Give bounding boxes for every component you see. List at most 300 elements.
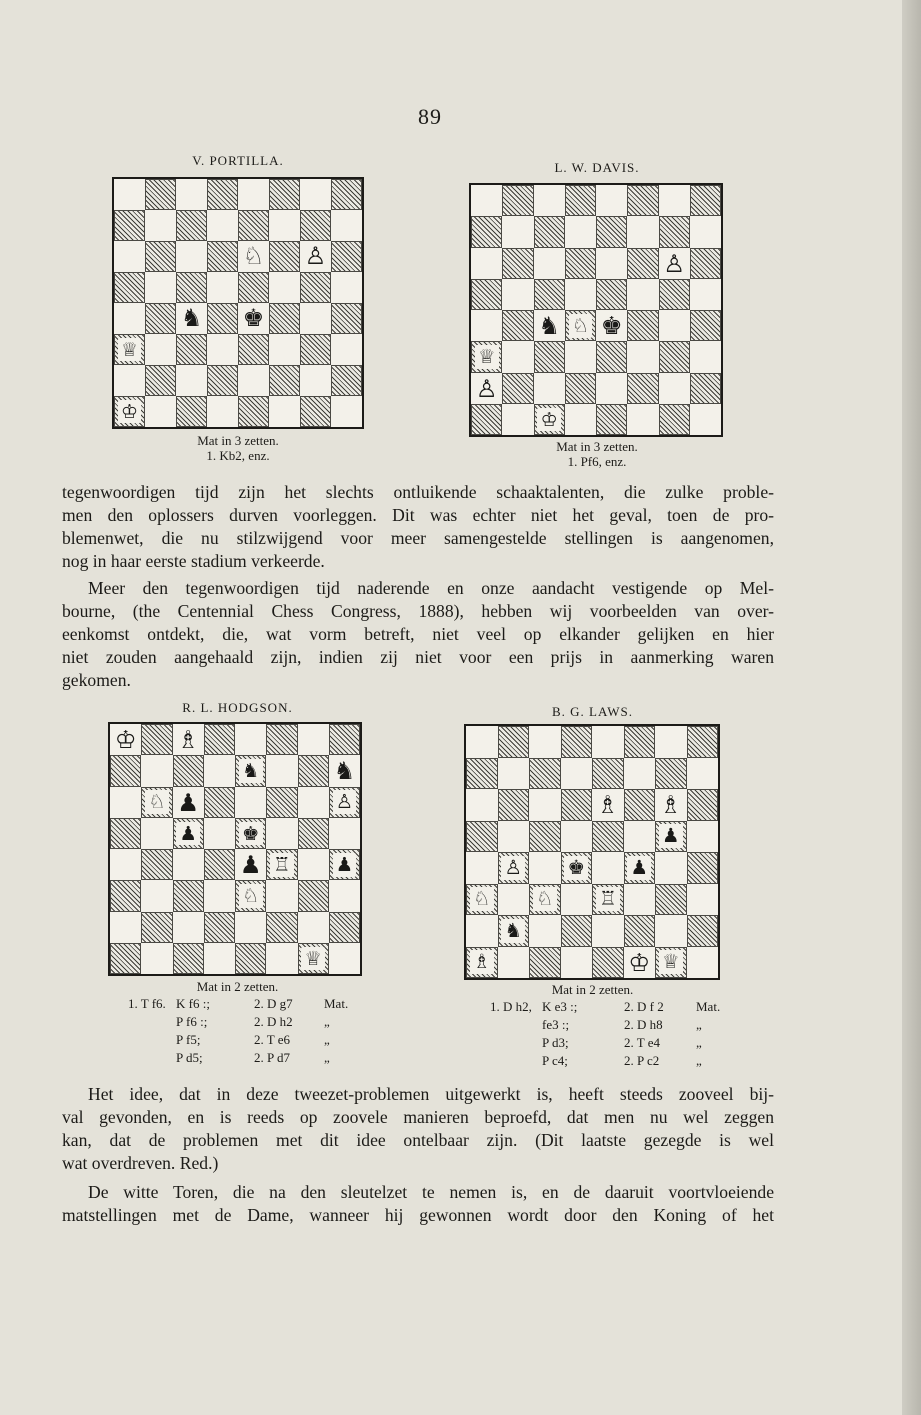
dark-square [266, 724, 297, 755]
light-square [659, 310, 690, 341]
dark-square [596, 279, 627, 310]
dark-square [534, 279, 565, 310]
solution-move: fe3 :; [542, 1017, 570, 1032]
light-square [655, 915, 687, 947]
solution-move: „ [324, 1032, 330, 1047]
dark-square [298, 880, 329, 911]
dark-square [141, 849, 172, 880]
light-square [687, 884, 719, 916]
dark-square [173, 943, 204, 974]
light-square [498, 884, 530, 916]
light-square [141, 755, 172, 786]
dark-square [592, 821, 624, 853]
light-square [502, 404, 533, 435]
light-square [592, 915, 624, 947]
black-pawn-icon: ♟ [177, 787, 200, 817]
dark-square [298, 818, 329, 849]
white-bishop-icon: ♗ [177, 725, 200, 754]
dark-square [627, 373, 658, 404]
light-square [498, 821, 530, 853]
white-pawn-icon: ♙ [304, 242, 327, 270]
chessboard [464, 724, 720, 980]
light-square [145, 210, 176, 241]
paragraph [62, 1083, 774, 1175]
dark-square [269, 365, 300, 396]
light-square [204, 755, 235, 786]
light-square [300, 179, 331, 210]
dark-square [466, 821, 498, 853]
light-square [627, 341, 658, 372]
black-king-icon: ♚ [600, 311, 623, 340]
white-bishop-icon: ♗ [659, 790, 682, 819]
solution-move: P c4; [542, 1053, 568, 1068]
diagram-caption [460, 982, 725, 997]
light-square [114, 241, 145, 272]
dark-square [207, 365, 238, 396]
solution-move: 2. P c2 [624, 1053, 660, 1068]
black-knight-icon: ♞ [333, 756, 356, 786]
light-square [176, 179, 207, 210]
dark-square [141, 724, 172, 755]
light-square [235, 912, 266, 943]
dark-square [238, 396, 269, 427]
dark-square [624, 789, 656, 821]
dark-square [300, 396, 331, 427]
white-king-icon: ♔ [537, 408, 561, 432]
light-square [502, 341, 533, 372]
dark-square [238, 334, 269, 365]
dark-square [627, 248, 658, 279]
light-square [565, 341, 596, 372]
light-square [269, 334, 300, 365]
light-square [466, 726, 498, 758]
light-square [471, 185, 502, 216]
light-square [266, 880, 297, 911]
paragraph [62, 481, 774, 573]
light-square [235, 724, 266, 755]
black-king-icon: ♚ [242, 304, 265, 332]
dark-square [627, 185, 658, 216]
solution-move: 1. T f6. [128, 996, 166, 1011]
solution-move: P d3; [542, 1035, 569, 1050]
solution-move: „ [696, 1053, 702, 1068]
dark-square [690, 248, 721, 279]
dark-square [300, 334, 331, 365]
dark-square [690, 185, 721, 216]
dark-square [269, 303, 300, 334]
solution-move: Mat. [696, 999, 721, 1014]
dark-square [235, 943, 266, 974]
light-square [592, 852, 624, 884]
light-square [269, 396, 300, 427]
text-line: Het idee, dat in deze tweezet-problemen uitgewerkt is, heeft steeds zooveel bij- [88, 1084, 774, 1104]
light-square [596, 373, 627, 404]
text-line: val gevonden, en is reeds op zoovele manieren beproefd, dat men nu wel zeggen [62, 1107, 774, 1127]
dark-square [690, 310, 721, 341]
light-square [596, 248, 627, 279]
light-square [529, 726, 561, 758]
page-edge [902, 0, 921, 1415]
light-square [298, 724, 329, 755]
dark-square [502, 185, 533, 216]
light-square [207, 396, 238, 427]
solution-move: Mat. [324, 996, 349, 1011]
white-rook-icon: ♖ [270, 853, 294, 877]
light-square [498, 758, 530, 790]
dark-square [687, 726, 719, 758]
caption-line: Mat in 2 zetten. [551, 982, 634, 997]
light-square [266, 818, 297, 849]
dark-square [300, 272, 331, 303]
light-square [238, 365, 269, 396]
light-square [145, 396, 176, 427]
light-square [690, 404, 721, 435]
text-line: gekomen. [62, 670, 131, 690]
light-square [145, 334, 176, 365]
dark-square [173, 755, 204, 786]
dark-square [331, 241, 362, 272]
light-square [141, 818, 172, 849]
light-square [655, 726, 687, 758]
light-square [300, 303, 331, 334]
dark-square [329, 724, 360, 755]
dark-square [173, 880, 204, 911]
light-square [141, 943, 172, 974]
white-rook-icon: ♖ [596, 887, 620, 911]
light-square [266, 943, 297, 974]
diagram-laws [460, 702, 725, 997]
light-square [627, 216, 658, 247]
white-king-icon: ♔ [628, 947, 651, 977]
light-square [207, 210, 238, 241]
dark-square [110, 943, 141, 974]
dark-square [176, 396, 207, 427]
black-pawn-icon: ♟ [659, 824, 683, 848]
light-square [471, 248, 502, 279]
dark-square [659, 404, 690, 435]
text-line: De witte Toren, die na den sleutelzet te nemen is, en de daaruit voortvloeiende [88, 1182, 774, 1202]
dark-square [204, 787, 235, 818]
text-line: men den oplossers durven voorleggen. Dit was echter niet het geval, toen de pro- [62, 505, 774, 525]
light-square [110, 849, 141, 880]
dark-square [204, 912, 235, 943]
black-pawn-icon: ♟ [333, 853, 357, 877]
black-pawn-icon: ♟ [239, 850, 262, 879]
white-bishop-icon: ♗ [470, 950, 494, 974]
solution-move: 1. D h2, [490, 999, 532, 1014]
light-square [624, 884, 656, 916]
caption-line: 1. Kb2, enz. [206, 448, 270, 463]
light-square [204, 943, 235, 974]
text-line: tegenwoordigen tijd zijn het slechts ontluikende schaaktalenten, die zulke proble- [62, 482, 774, 502]
dark-square [624, 915, 656, 947]
white-knight-icon: ♘ [242, 242, 265, 270]
dark-square [561, 726, 593, 758]
caption-line: 1. Pf6, enz. [567, 454, 627, 469]
black-knight-icon: ♞ [538, 311, 561, 340]
dark-square [659, 341, 690, 372]
diagram-author: V. PORTILLA. [192, 153, 284, 168]
dark-square [238, 272, 269, 303]
dark-square [471, 404, 502, 435]
dark-square [534, 341, 565, 372]
dark-square [207, 303, 238, 334]
light-square [298, 787, 329, 818]
white-queen-icon: ♕ [659, 950, 683, 974]
diagram-author: L. W. DAVIS. [554, 160, 640, 175]
dark-square [110, 755, 141, 786]
dark-square [269, 241, 300, 272]
dark-square [266, 912, 297, 943]
dark-square [331, 365, 362, 396]
dark-square [471, 216, 502, 247]
caption-line: Mat in 3 zetten. [556, 439, 638, 454]
light-square [173, 912, 204, 943]
white-bishop-icon: ♗ [596, 790, 619, 819]
black-pawn-icon: ♟ [627, 856, 651, 880]
light-square [266, 755, 297, 786]
text-line: eenkomst ontdekt, die, wat vorm betreft, niet veel op elkander gelijken en hier [62, 624, 774, 644]
paragraph-block [62, 1083, 774, 1227]
dark-square [502, 373, 533, 404]
white-knight-icon: ♘ [569, 314, 593, 338]
solution-move: 2. D h8 [624, 1017, 663, 1032]
dark-square [592, 947, 624, 979]
white-queen-icon: ♕ [301, 947, 325, 971]
light-square [145, 272, 176, 303]
dark-square [655, 884, 687, 916]
solution-move: „ [696, 1017, 702, 1032]
dark-square [534, 216, 565, 247]
light-square [114, 303, 145, 334]
paragraph [62, 577, 774, 692]
light-square [471, 310, 502, 341]
white-pawn-icon: ♙ [663, 248, 686, 278]
dark-square [141, 912, 172, 943]
light-square [329, 818, 360, 849]
black-knight-icon: ♞ [501, 919, 525, 943]
light-square [331, 272, 362, 303]
light-square [687, 821, 719, 853]
dark-square [596, 404, 627, 435]
light-square [238, 179, 269, 210]
diagram-caption [462, 439, 732, 469]
chessboard [112, 177, 364, 429]
white-king-icon: ♔ [114, 725, 137, 754]
light-square [529, 789, 561, 821]
light-square [204, 818, 235, 849]
white-knight-icon: ♘ [145, 790, 169, 814]
light-square [269, 210, 300, 241]
light-square [690, 279, 721, 310]
dark-square [498, 726, 530, 758]
light-square [204, 880, 235, 911]
dark-square [561, 915, 593, 947]
light-square [655, 852, 687, 884]
light-square [561, 821, 593, 853]
solution-move: 2. T e6 [254, 1032, 290, 1047]
light-square [331, 334, 362, 365]
light-square [659, 185, 690, 216]
light-square [141, 880, 172, 911]
diagram-hodgson [105, 698, 370, 994]
light-square [173, 849, 204, 880]
solution-move: P f5; [176, 1032, 201, 1047]
solution-move: 2. P d7 [254, 1050, 290, 1065]
dark-square [145, 365, 176, 396]
light-square [565, 216, 596, 247]
dark-square [114, 210, 145, 241]
solution-move: 2. D f 2 [624, 999, 664, 1014]
light-square [114, 365, 145, 396]
diagram-author: B. G. LAWS. [551, 704, 634, 719]
solution-move: 2. D g7 [254, 996, 293, 1011]
light-square [627, 279, 658, 310]
paragraph-block [62, 481, 774, 692]
dark-square [690, 373, 721, 404]
solution-move: P f6 :; [176, 1014, 208, 1029]
solution-move: 2. D h2 [254, 1014, 293, 1029]
dark-square [529, 821, 561, 853]
light-square [176, 365, 207, 396]
dark-square [298, 755, 329, 786]
dark-square [592, 758, 624, 790]
dark-square [687, 852, 719, 884]
dark-square [204, 849, 235, 880]
dark-square [204, 724, 235, 755]
dark-square [331, 179, 362, 210]
dark-square [687, 789, 719, 821]
black-knight-icon: ♞ [239, 759, 263, 783]
light-square [596, 185, 627, 216]
chessboard [469, 183, 723, 437]
white-queen-icon: ♕ [118, 338, 142, 362]
light-square [331, 396, 362, 427]
dark-square [471, 279, 502, 310]
white-king-icon: ♔ [118, 400, 142, 424]
light-square [687, 947, 719, 979]
solution-move: K f6 :; [176, 996, 210, 1011]
black-knight-icon: ♞ [180, 304, 203, 332]
white-knight-icon: ♘ [470, 887, 494, 911]
dark-square [145, 179, 176, 210]
text-line: nog in haar eerste stadium verkeerde. [62, 551, 325, 571]
dark-square [687, 915, 719, 947]
light-square [659, 373, 690, 404]
light-square [298, 912, 329, 943]
light-square [235, 787, 266, 818]
solution-move: „ [324, 1014, 330, 1029]
light-square [561, 947, 593, 979]
text-line: bourne, (the Centennial Chess Congress, 1888), hebben wij voorbeelden van over- [62, 601, 774, 621]
solution-move: „ [696, 1035, 702, 1050]
light-square [502, 279, 533, 310]
text-line: wat overdreven. Red.) [62, 1153, 219, 1173]
white-queen-icon: ♕ [475, 345, 499, 369]
light-square [466, 789, 498, 821]
light-square [502, 216, 533, 247]
dark-square [659, 216, 690, 247]
dark-square [300, 210, 331, 241]
dark-square [207, 241, 238, 272]
dark-square [145, 241, 176, 272]
dark-square [498, 789, 530, 821]
black-king-icon: ♚ [564, 856, 588, 880]
dark-square [176, 334, 207, 365]
dark-square [565, 185, 596, 216]
dark-square [266, 787, 297, 818]
dark-square [207, 179, 238, 210]
dark-square [565, 373, 596, 404]
solution-move: P d5; [176, 1050, 203, 1065]
text-line: niet zouden aangehaald zijn, indien zij niet voor een prijs in aanmerking waren [62, 647, 774, 667]
white-knight-icon: ♘ [239, 884, 263, 908]
page-number: 89 [418, 104, 442, 129]
dark-square [331, 303, 362, 334]
text-line: blemenwet, die nu stilzwijgend voor meer samengestelde stellingen is aangenomen, [62, 528, 774, 548]
diagram-author: R. L. HODGSON. [182, 700, 293, 715]
light-square [269, 272, 300, 303]
dark-square [624, 726, 656, 758]
light-square [534, 185, 565, 216]
dark-square [110, 818, 141, 849]
light-square [466, 915, 498, 947]
dark-square [329, 912, 360, 943]
light-square [300, 365, 331, 396]
light-square [627, 404, 658, 435]
light-square [329, 943, 360, 974]
light-square [110, 787, 141, 818]
dark-square [502, 310, 533, 341]
light-square [114, 179, 145, 210]
diagram-portilla [108, 150, 368, 475]
light-square [298, 849, 329, 880]
light-square [207, 272, 238, 303]
light-square [534, 248, 565, 279]
light-square [690, 341, 721, 372]
dark-square [529, 947, 561, 979]
dark-square [565, 248, 596, 279]
dark-square [110, 880, 141, 911]
light-square [176, 241, 207, 272]
light-square [331, 210, 362, 241]
dark-square [238, 210, 269, 241]
diagram-caption [108, 433, 368, 463]
dark-square [655, 758, 687, 790]
dark-square [627, 310, 658, 341]
text-line: kan, dat de problemen met dit idee ontelbaar zijn. (Dit laatste gezegde is wel [62, 1130, 774, 1150]
text-line: matstellingen met de Dame, wanneer hij gewonnen wordt door den Koning of het [62, 1205, 774, 1225]
caption-line: Mat in 3 zetten. [197, 433, 279, 448]
dark-square [466, 758, 498, 790]
dark-square [176, 210, 207, 241]
black-king-icon: ♚ [239, 822, 263, 846]
light-square [624, 758, 656, 790]
light-square [592, 726, 624, 758]
dark-square [529, 758, 561, 790]
light-square [690, 216, 721, 247]
light-square [207, 334, 238, 365]
solution-move: „ [324, 1050, 330, 1065]
light-square [565, 279, 596, 310]
dark-square [269, 179, 300, 210]
diagram-davis [462, 150, 732, 475]
white-pawn-icon: ♙ [475, 373, 498, 403]
light-square [624, 821, 656, 853]
diagram-caption [105, 979, 370, 994]
light-square [687, 758, 719, 790]
solution-move: K e3 :; [542, 999, 578, 1014]
